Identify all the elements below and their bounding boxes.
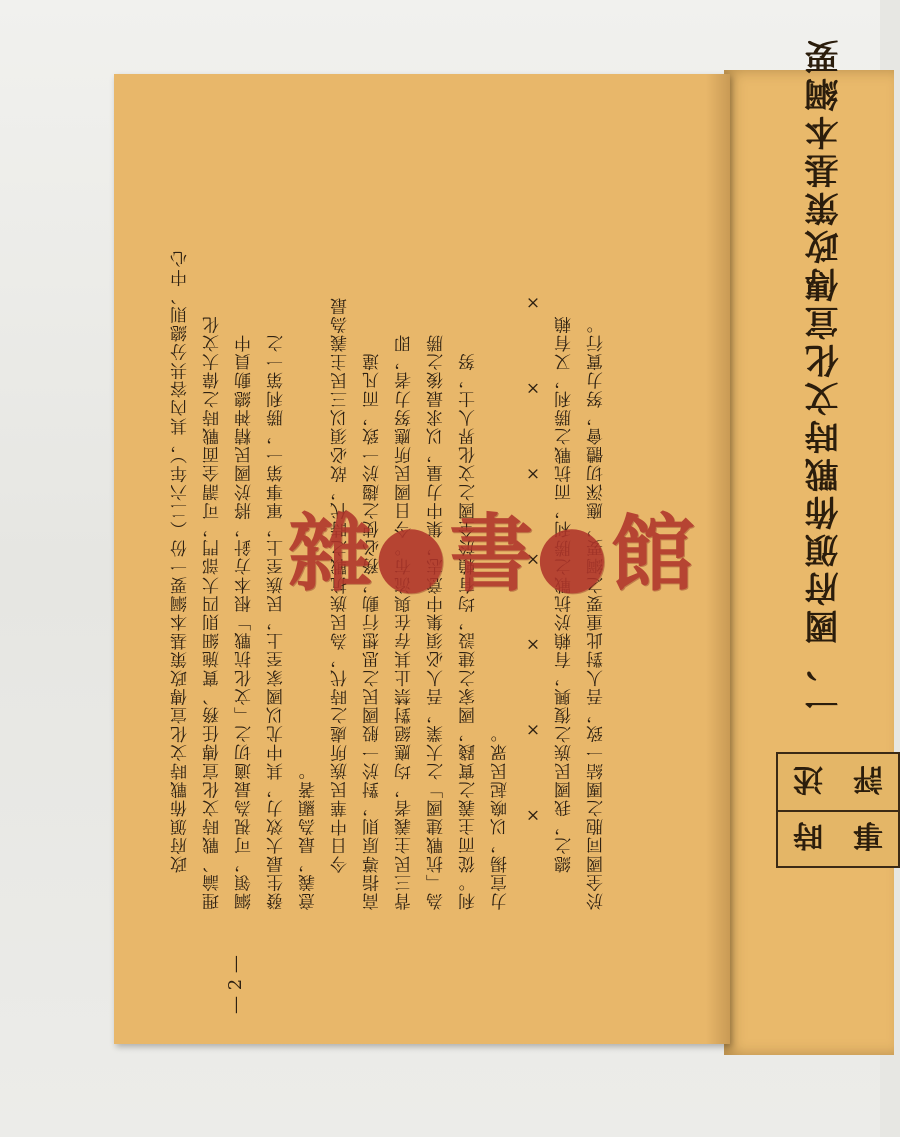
text-line: 意義，最為顯著。 [299,761,319,910]
header-char: 述 [793,761,823,796]
header-char: 時 [793,817,823,852]
text-line: 今日中華民族所處之時代，為民族抗戰之時代，故必須以三民主義為最 [331,296,351,873]
header-row-bottom [778,810,898,866]
text-line: 力宣揚，以喚起民眾。 [491,724,511,910]
header-char: 評 [853,761,883,796]
page-number: — 2 — [225,955,246,1015]
text-line: 總之，我國民族之復興，有賴於抗戰之勝利，而抗戰之勝利，又有賴 [555,314,575,873]
text-line: 發生最大效力，其中尤以國家至上，民族至上，軍事第一，勝利第一之 [267,333,287,910]
text-line: 綱領，可視為最適切之「文化抗戰」根本方針，將於國民精神總動員中 [235,333,255,910]
section-header-box [776,752,900,868]
text-line: 背三民主義者，均應絕對禁止其存在與流布。今日國民所應努力者，即 [395,333,415,910]
text-line: 於全國同胞之團結一致，吾人對此重要之綱要，應深切體會，努力實行。 [587,314,607,910]
text-line: 高指導原則，對於一般國民之思想行動，務必使之趨於一致，而凡違 [363,352,383,910]
header-char: 事 [853,817,883,852]
text-line: 利。從而主義之實踐，國家之建設，均有賴於全國之文化界人士，努 [459,352,479,910]
text-line: 政府頒佈戰時文化宣傳政策基本綱要一份（二六年），其內容共分總則、中心 [171,248,191,873]
header-row-top [778,754,898,812]
article-title: 一、國府頒佈戰時文化宣傳政策基本綱要 [805,36,845,720]
watermark-stamp: 雜●書●館 [288,504,697,603]
text-line: 為「抗戰建國」之大業，吾人必須集中意志，集中力量，以求最後之勝 [427,333,447,910]
separator-marks: × × × × × × × [523,262,543,825]
text-line: 理論、戰時文化宣傳任務、實施細則四大部門，可謂全面戰時之偉大文化 [203,314,223,910]
